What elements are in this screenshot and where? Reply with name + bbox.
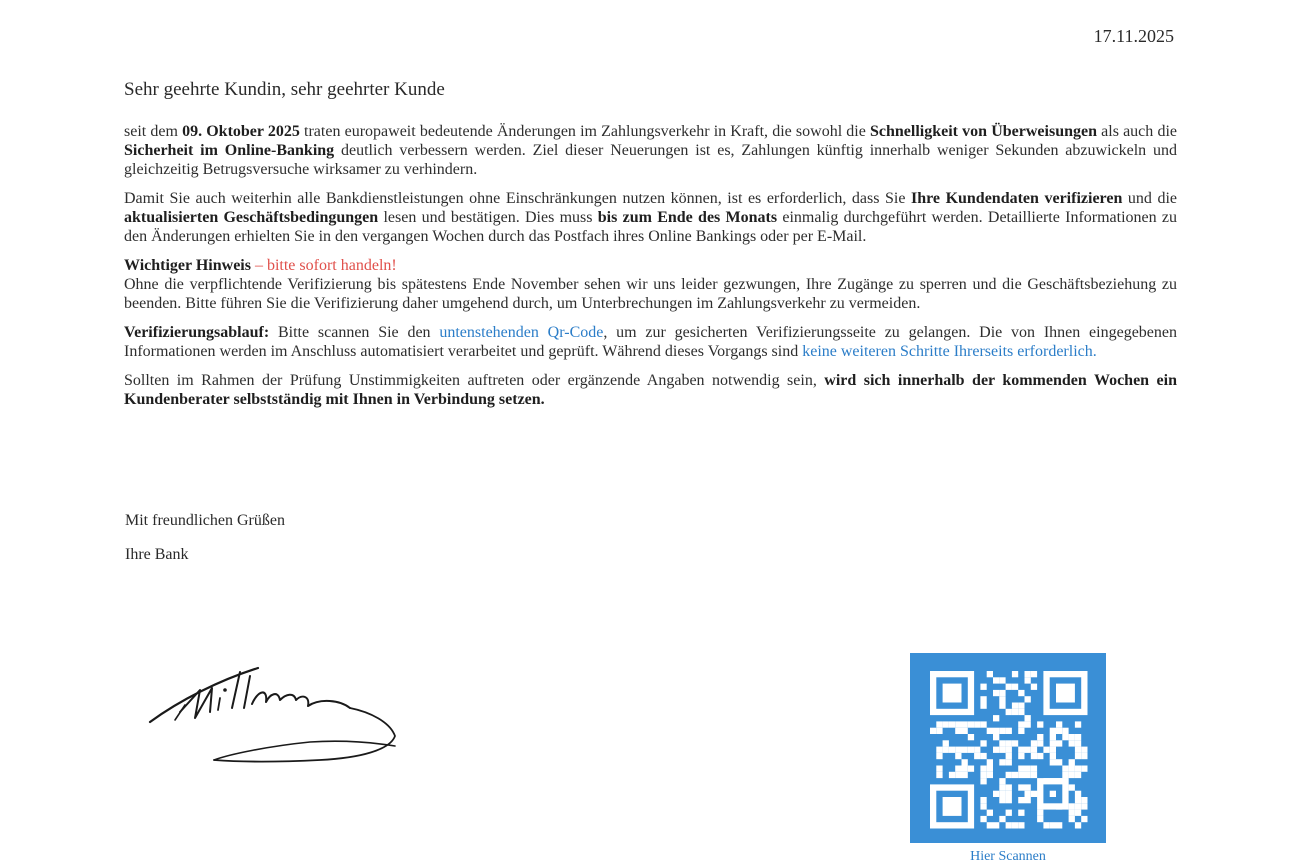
no-further-steps-link[interactable]: keine weiteren Schritte Ihrerseits erforderlich. <box>802 343 1097 360</box>
verify-data-emphasis: Ihre Kundendaten verifizieren <box>910 190 1123 207</box>
process-label: Verifizierungsablauf: <box>124 324 270 341</box>
sender-name: Ihre Bank <box>125 546 189 563</box>
letter-date: 17.11.2025 <box>1093 26 1174 46</box>
qr-code-link[interactable]: untenstehenden Qr-Code <box>439 324 604 341</box>
text-span: seit dem <box>124 123 183 140</box>
text-span: und die <box>1122 190 1178 207</box>
paragraph-warning <box>124 256 1177 313</box>
security-emphasis: Sicherheit im Online-Banking <box>124 142 335 159</box>
text-span: einmalig durchgeführt werden. Detaillierte Informationen zu den Änderungen erhielten Sie in den vergangen Wochen durch das Postfach ihres Online Bankings oder per E-Mail. <box>124 209 1178 245</box>
terms-emphasis: aktualisierten Geschäftsbedingungen <box>124 209 379 226</box>
contact-emphasis: wird sich innerhalb der kommenden Wochen ein Kundenberater selbstständig mit Ihnen in Verbindung setzen. <box>124 372 1177 408</box>
speed-emphasis: Schnelligkeit von Überweisungen <box>870 123 1097 140</box>
warning-heading-bold: Wichtiger Hinweis <box>124 257 251 274</box>
warning-heading <box>124 256 1177 275</box>
warning-text: Ohne die verpflichtende Verifizierung bis spätestens Ende November sehen wir uns leider gezwungen, Ihre Zugänge zu sperren und die Geschäftsbeziehung zu beenden. Bitte führen Sie die Verifizierung daher umgehend durch, um Unterbrechungen im Zahlungsverkehr zu vermeiden. <box>124 276 1177 312</box>
text-span: Sollten im Rahmen der Prüfung Unstimmigkeiten auftreten oder ergänzende Angaben notwendig sein, <box>124 372 825 389</box>
deadline-emphasis: bis zum Ende des Monats <box>597 209 778 226</box>
text-span: traten europaweit bedeutende Änderungen im Zahlungsverkehr in Kraft, die sowohl die <box>299 123 870 140</box>
text-span: als auch die <box>1097 123 1177 140</box>
paragraph-verification-request <box>124 189 1177 246</box>
text-span: Damit Sie auch weiterhin alle Bankdienstleistungen ohne Einschränkungen nutzen können, ist es erforderlich, dass Sie <box>124 190 911 207</box>
paragraph-regulation-changes <box>124 122 1177 179</box>
date-emphasis: 09. Oktober 2025 <box>182 123 300 140</box>
salutation: Sehr geehrte Kundin, sehr geehrter Kunde <box>124 79 445 100</box>
closing-phrase: Mit freundlichen Grüßen <box>125 512 285 529</box>
warning-heading-rest: – bitte sofort handeln! <box>250 257 397 274</box>
qr-code[interactable] <box>910 653 1106 843</box>
letter-body <box>124 122 1177 419</box>
qr-caption: Hier Scannen <box>970 849 1046 864</box>
text-span: , um zur gesicherten Verifizierungsseite zu gelangen. Die von Ihnen eingegebenen Informationen werden im Anschluss automatisiert verarbeitet und geprüft. Während dieses Vorgangs sind <box>124 324 1178 360</box>
handwritten-signature <box>140 650 420 780</box>
paragraph-verification-process <box>124 323 1177 361</box>
paragraph-contact <box>124 371 1177 409</box>
text-span: deutlich verbessern werden. Ziel dieser Neuerungen ist es, Zahlungen künftig innerhalb weniger Sekunden abzuwickeln und gleichzeitig Betrugsversuche wirksamer zu verhindern. <box>124 142 1177 178</box>
qr-code-graphic <box>910 653 1106 843</box>
text-span: lesen und bestätigen. Dies muss <box>378 209 598 226</box>
text-span: Bitte scannen Sie den <box>269 324 440 341</box>
